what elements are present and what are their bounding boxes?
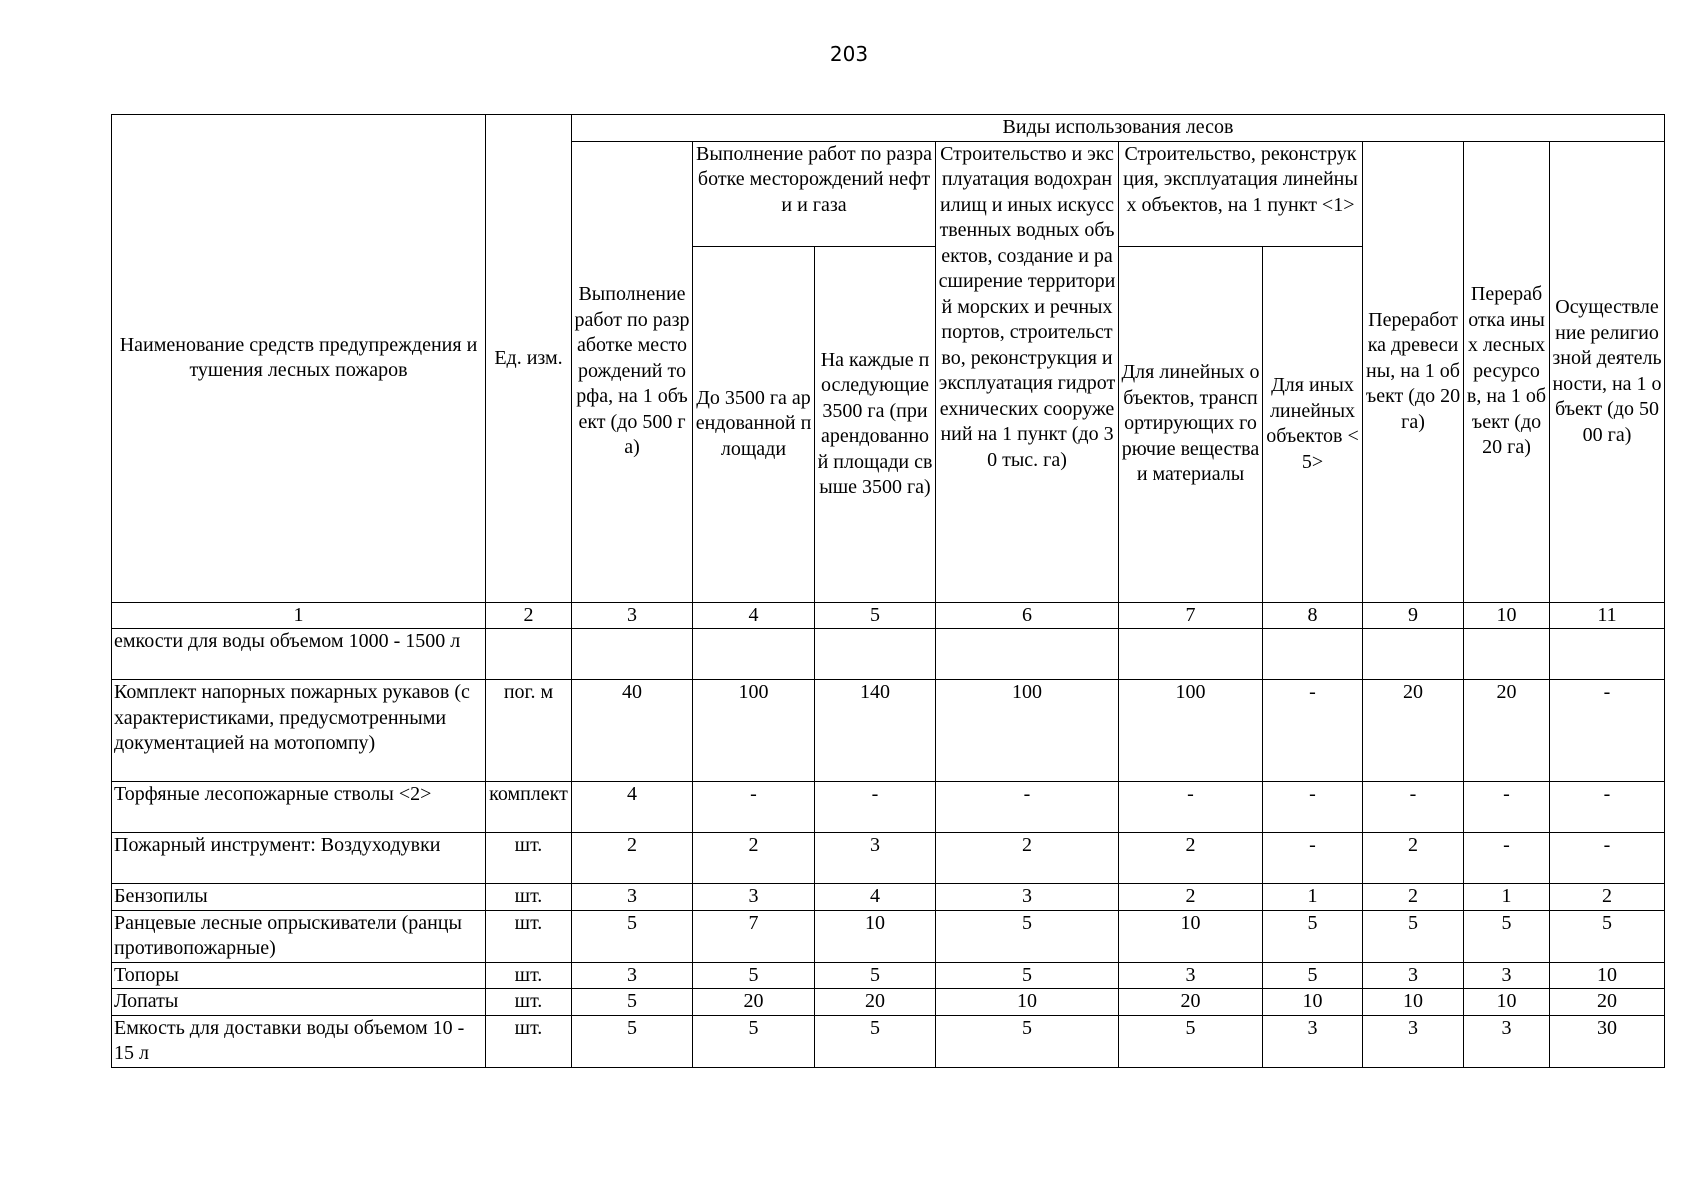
header-col-7: Для линейных объектов, транспортирующих горючие вещества и материалы: [1119, 246, 1263, 602]
header-col-5: На каждые последующие 3500 га (при арендованной площади свыше 3500 га): [815, 246, 936, 602]
table-row: [112, 833, 1665, 884]
row-value-cell: 140: [815, 680, 936, 782]
row-value-cell: 3: [1464, 962, 1550, 989]
column-number: 9: [1363, 602, 1464, 629]
row-value-cell: 10: [1464, 989, 1550, 1016]
column-number: 7: [1119, 602, 1263, 629]
table-row: [112, 884, 1665, 911]
table-row: [112, 910, 1665, 962]
row-name-cell: Ранцевые лесные опрыскиватели (ранцы противопожарные): [112, 910, 486, 962]
forest-fire-equipment-table: [111, 114, 1665, 1068]
row-value-cell: 4: [815, 884, 936, 911]
row-value-cell: 5: [1119, 1015, 1263, 1067]
row-name-cell: емкости для воды объемом 1000 - 1500 л: [112, 629, 486, 680]
row-value-cell: -: [1464, 833, 1550, 884]
column-number: 1: [112, 602, 486, 629]
row-value-cell: -: [1263, 782, 1363, 833]
header-col-8: Для иных линейных объектов <5>: [1263, 246, 1363, 602]
row-unit-cell: комплект: [486, 782, 572, 833]
row-value-cell: [1550, 629, 1665, 680]
header-col-4: До 3500 га арендованной площади: [693, 246, 815, 602]
row-value-cell: 5: [693, 1015, 815, 1067]
row-value-cell: -: [693, 782, 815, 833]
row-name-cell: Топоры: [112, 962, 486, 989]
row-value-cell: 10: [1550, 962, 1665, 989]
row-value-cell: 4: [572, 782, 693, 833]
header-unit-column: Ед. изм.: [486, 115, 572, 603]
row-value-cell: [815, 629, 936, 680]
row-value-cell: 100: [936, 680, 1119, 782]
row-unit-cell: шт.: [486, 910, 572, 962]
row-name-cell: Лопаты: [112, 989, 486, 1016]
row-value-cell: -: [815, 782, 936, 833]
row-value-cell: 3: [572, 884, 693, 911]
row-value-cell: 10: [815, 910, 936, 962]
row-unit-cell: пог. м: [486, 680, 572, 782]
row-value-cell: 2: [1363, 833, 1464, 884]
row-value-cell: 2: [693, 833, 815, 884]
row-value-cell: 3: [936, 884, 1119, 911]
row-value-cell: 10: [936, 989, 1119, 1016]
column-number: 4: [693, 602, 815, 629]
row-value-cell: -: [936, 782, 1119, 833]
row-value-cell: 20: [693, 989, 815, 1016]
column-number-row: [112, 602, 1665, 629]
row-name-cell: Комплект напорных пожарных рукавов (с характеристиками, предусмотренными документацией на мотопомпу): [112, 680, 486, 782]
row-value-cell: [572, 629, 693, 680]
row-value-cell: 2: [936, 833, 1119, 884]
row-name-cell: Емкость для доставки воды объемом 10 - 15 л: [112, 1015, 486, 1067]
row-unit-cell: [486, 629, 572, 680]
row-value-cell: 3: [1263, 1015, 1363, 1067]
row-value-cell: 3: [1363, 1015, 1464, 1067]
table-body: [112, 629, 1665, 1068]
row-value-cell: 100: [1119, 680, 1263, 782]
row-unit-cell: шт.: [486, 833, 572, 884]
row-value-cell: 1: [1263, 884, 1363, 911]
row-value-cell: 3: [815, 833, 936, 884]
row-value-cell: -: [1363, 782, 1464, 833]
row-value-cell: [693, 629, 815, 680]
row-name-cell: Торфяные лесопожарные стволы <2>: [112, 782, 486, 833]
row-value-cell: 5: [936, 1015, 1119, 1067]
row-value-cell: 5: [1263, 962, 1363, 989]
header-col-6: Строительство и эксплуатация водохранилищ и иных искусственных водных объектов, создание и расширение территорий морских и речных портов, строительство, реконструкция и эксплуатация гидротехнических сооружений на 1 пункт (до 30 тыс. га): [936, 141, 1119, 602]
page-number: 203: [829, 42, 869, 66]
row-value-cell: 3: [1119, 962, 1263, 989]
row-unit-cell: шт.: [486, 962, 572, 989]
row-value-cell: 20: [1119, 989, 1263, 1016]
row-value-cell: 5: [815, 1015, 936, 1067]
row-value-cell: 20: [1363, 680, 1464, 782]
row-value-cell: [1363, 629, 1464, 680]
row-value-cell: [1263, 629, 1363, 680]
row-value-cell: 2: [1119, 833, 1263, 884]
row-value-cell: 3: [693, 884, 815, 911]
row-value-cell: 3: [572, 962, 693, 989]
row-value-cell: 2: [1550, 884, 1665, 911]
table-row: [112, 1015, 1665, 1067]
column-number: 5: [815, 602, 936, 629]
row-value-cell: 2: [1119, 884, 1263, 911]
table-row: [112, 962, 1665, 989]
header-group-forest-use: Виды использования лесов: [572, 115, 1665, 142]
header-col-9: Переработка древесины, на 1 объект (до 20 га): [1363, 141, 1464, 602]
row-name-cell: Пожарный инструмент: Воздуходувки: [112, 833, 486, 884]
table-row: [112, 782, 1665, 833]
column-number: 6: [936, 602, 1119, 629]
row-value-cell: [936, 629, 1119, 680]
table-row: [112, 629, 1665, 680]
row-value-cell: 20: [1550, 989, 1665, 1016]
row-value-cell: -: [1119, 782, 1263, 833]
column-number: 3: [572, 602, 693, 629]
row-value-cell: 5: [815, 962, 936, 989]
row-value-cell: 5: [572, 910, 693, 962]
row-unit-cell: шт.: [486, 884, 572, 911]
table-row: [112, 989, 1665, 1016]
row-value-cell: 5: [572, 989, 693, 1016]
column-number: 11: [1550, 602, 1665, 629]
header-col-3: Выполнение работ по разработке месторождений торфа, на 1 объект (до 500 га): [572, 141, 693, 602]
row-value-cell: 40: [572, 680, 693, 782]
row-value-cell: 10: [1119, 910, 1263, 962]
row-value-cell: 30: [1550, 1015, 1665, 1067]
row-value-cell: 2: [1363, 884, 1464, 911]
column-number: 8: [1263, 602, 1363, 629]
row-value-cell: 3: [1464, 1015, 1550, 1067]
row-value-cell: 100: [693, 680, 815, 782]
row-value-cell: -: [1263, 833, 1363, 884]
row-value-cell: [1119, 629, 1263, 680]
header-group-oil-gas: Выполнение работ по разработке месторождений нефти и газа: [693, 141, 936, 246]
column-number: 10: [1464, 602, 1550, 629]
row-value-cell: 5: [1464, 910, 1550, 962]
row-value-cell: -: [1550, 782, 1665, 833]
row-value-cell: 5: [572, 1015, 693, 1067]
row-value-cell: 5: [693, 962, 815, 989]
row-unit-cell: шт.: [486, 989, 572, 1016]
row-value-cell: 20: [1464, 680, 1550, 782]
row-value-cell: -: [1550, 833, 1665, 884]
column-number: 2: [486, 602, 572, 629]
row-value-cell: 10: [1363, 989, 1464, 1016]
row-name-cell: Бензопилы: [112, 884, 486, 911]
header-col-10: Переработка иных лесных ресурсов, на 1 объект (до 20 га): [1464, 141, 1550, 602]
row-value-cell: 7: [693, 910, 815, 962]
row-value-cell: 5: [1550, 910, 1665, 962]
row-value-cell: 3: [1363, 962, 1464, 989]
row-value-cell: 5: [1363, 910, 1464, 962]
row-value-cell: 2: [572, 833, 693, 884]
row-value-cell: -: [1464, 782, 1550, 833]
table-row: [112, 680, 1665, 782]
row-value-cell: 5: [936, 962, 1119, 989]
row-value-cell: -: [1263, 680, 1363, 782]
row-value-cell: 1: [1464, 884, 1550, 911]
row-value-cell: 20: [815, 989, 936, 1016]
row-unit-cell: шт.: [486, 1015, 572, 1067]
header-col-11: Осуществление религиозной деятельности, на 1 объект (до 5000 га): [1550, 141, 1665, 602]
row-value-cell: 5: [936, 910, 1119, 962]
row-value-cell: 10: [1263, 989, 1363, 1016]
header-group-linear-objects: Строительство, реконструкция, эксплуатация линейных объектов, на 1 пункт <1>: [1119, 141, 1363, 246]
row-value-cell: -: [1550, 680, 1665, 782]
row-value-cell: [1464, 629, 1550, 680]
row-value-cell: 5: [1263, 910, 1363, 962]
header-name-column: Наименование средств предупреждения и тушения лесных пожаров: [112, 115, 486, 603]
